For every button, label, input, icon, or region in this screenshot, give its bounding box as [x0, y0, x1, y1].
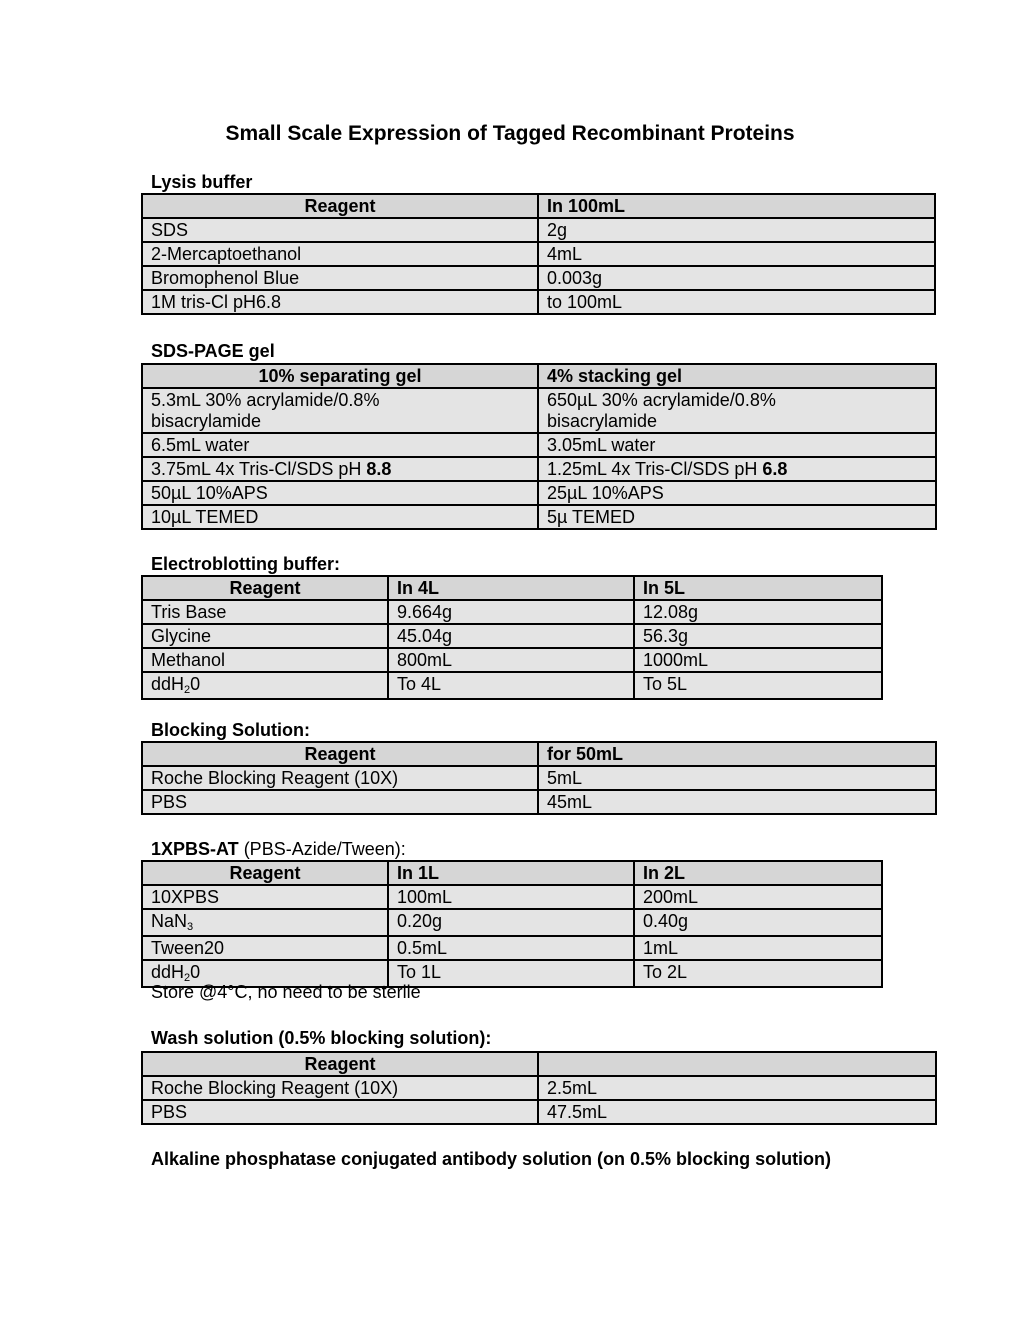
table-cell: PBS — [142, 1100, 538, 1124]
header-cell: In 1L — [388, 861, 634, 885]
alkaline-phosphatase-label: Alkaline phosphatase conjugated antibody solution (on 0.5% blocking solution) — [151, 1149, 832, 1169]
cell-text: 0 — [190, 674, 201, 694]
table-cell — [142, 672, 388, 699]
table-row — [142, 790, 936, 814]
table-cell: To 5L — [634, 672, 882, 699]
table-cell: PBS — [142, 790, 538, 814]
header-cell: 10% separating gel — [142, 364, 538, 388]
cell-text: ddH — [151, 962, 185, 982]
table-cell: 0.003g — [538, 266, 935, 290]
table-row — [142, 766, 936, 790]
table-row — [142, 936, 882, 960]
cell-text: NaN — [151, 911, 188, 931]
cell-text: ddH — [151, 674, 185, 694]
table-cell: 50µL 10%APS — [142, 481, 538, 505]
table-cell: 9.664g — [388, 600, 634, 624]
table-cell: 4mL — [538, 242, 935, 266]
subscript: 2 — [184, 684, 191, 696]
table-cell: 0.40g — [634, 909, 882, 936]
header-cell: In 4L — [388, 576, 634, 600]
table-row — [142, 266, 935, 290]
table-cell: 5.3mL 30% acrylamide/0.8% bisacrylamide — [142, 388, 538, 433]
table-row — [142, 242, 935, 266]
table-row — [142, 624, 882, 648]
table-row — [142, 1076, 936, 1100]
table-cell — [142, 909, 388, 936]
table-cell: 2g — [538, 218, 935, 242]
header-cell: In 5L — [634, 576, 882, 600]
blocking-solution-label: Blocking Solution: — [151, 720, 310, 740]
table-cell: To 2L — [634, 960, 882, 987]
header-cell: for 50mL — [538, 742, 936, 766]
storage-note: Store @4°C, no need to be sterile — [151, 982, 421, 1002]
table-cell: 0.20g — [388, 909, 634, 936]
table-cell: Methanol — [142, 648, 388, 672]
subscript: 2 — [184, 972, 191, 984]
table-row — [142, 648, 882, 672]
table-row — [142, 481, 936, 505]
table-cell: 1mL — [634, 936, 882, 960]
ph-value: 6.8 — [762, 459, 788, 479]
table-cell: 2-Mercaptoethanol — [142, 242, 538, 266]
table-header-row — [142, 861, 882, 885]
header-cell: Reagent — [142, 861, 388, 885]
blocking-solution-table — [141, 741, 937, 815]
table-cell: to 100mL — [538, 290, 935, 314]
wash-solution-table — [141, 1051, 937, 1125]
header-cell: Reagent — [142, 742, 538, 766]
table-row — [142, 457, 936, 481]
header-cell — [538, 1052, 936, 1076]
table-row — [142, 388, 936, 433]
lysis-buffer-table — [141, 193, 936, 315]
table-cell: Tris Base — [142, 600, 388, 624]
pbs-at-table — [141, 860, 883, 988]
cell-text: 0 — [190, 962, 201, 982]
header-cell: Reagent — [142, 576, 388, 600]
table-cell: 6.5mL water — [142, 433, 538, 457]
table-cell: Glycine — [142, 624, 388, 648]
pbs-at-label-normal: (PBS-Azide/Tween): — [238, 839, 406, 859]
table-cell: Roche Blocking Reagent (10X) — [142, 766, 538, 790]
table-cell: Tween20 — [142, 936, 388, 960]
header-cell: Reagent — [142, 1052, 538, 1076]
table-row — [142, 1100, 936, 1124]
table-header-row — [142, 364, 936, 388]
table-header-row — [142, 1052, 936, 1076]
table-cell: 0.5mL — [388, 936, 634, 960]
table-cell: 200mL — [634, 885, 882, 909]
table-cell: 47.5mL — [538, 1100, 936, 1124]
table-cell: 1000mL — [634, 648, 882, 672]
pbs-at-label-bold: 1XPBS-AT — [151, 839, 239, 859]
table-row — [142, 433, 936, 457]
table-row — [142, 505, 936, 529]
ph-value: 8.8 — [366, 459, 392, 479]
table-cell: 25µL 10%APS — [538, 481, 936, 505]
table-row — [142, 909, 882, 936]
subscript: 3 — [187, 921, 194, 933]
table-cell: 3.05mL water — [538, 433, 936, 457]
table-row — [142, 885, 882, 909]
table-cell: To 4L — [388, 672, 634, 699]
sds-page-gel-table — [141, 363, 937, 530]
cell-text: 1.25mL 4x Tris-Cl/SDS pH — [547, 459, 763, 479]
table-header-row — [142, 742, 936, 766]
table-cell — [142, 457, 538, 481]
table-cell: 650µL 30% acrylamide/0.8% bisacrylamide — [538, 388, 936, 433]
page-title: Small Scale Expression of Tagged Recombinant Proteins — [225, 122, 795, 145]
header-cell: In 100mL — [538, 194, 935, 218]
table-cell: 2.5mL — [538, 1076, 936, 1100]
table-cell: 5mL — [538, 766, 936, 790]
table-cell: Roche Blocking Reagent (10X) — [142, 1076, 538, 1100]
table-cell: 10µL TEMED — [142, 505, 538, 529]
table-cell: 45mL — [538, 790, 936, 814]
table-cell: SDS — [142, 218, 538, 242]
table-row — [142, 218, 935, 242]
pbs-at-label — [151, 839, 406, 860]
table-cell — [538, 457, 936, 481]
table-cell: To 1L — [388, 960, 634, 987]
table-row — [142, 672, 882, 699]
table-header-row — [142, 194, 935, 218]
wash-solution-label: Wash solution (0.5% blocking solution): — [151, 1028, 492, 1048]
table-cell: 800mL — [388, 648, 634, 672]
header-cell: 4% stacking gel — [538, 364, 936, 388]
table-cell: 5µ TEMED — [538, 505, 936, 529]
table-cell: 12.08g — [634, 600, 882, 624]
electroblotting-buffer-label: Electroblotting buffer: — [151, 554, 340, 574]
table-cell: 10XPBS — [142, 885, 388, 909]
table-cell: Bromophenol Blue — [142, 266, 538, 290]
table-cell: 1M tris-Cl pH6.8 — [142, 290, 538, 314]
table-cell: 56.3g — [634, 624, 882, 648]
table-row — [142, 290, 935, 314]
header-cell: In 2L — [634, 861, 882, 885]
table-row — [142, 600, 882, 624]
sds-page-gel-label: SDS-PAGE gel — [151, 341, 275, 361]
electroblotting-buffer-table — [141, 575, 883, 700]
table-header-row — [142, 576, 882, 600]
table-cell: 45.04g — [388, 624, 634, 648]
table-cell: 100mL — [388, 885, 634, 909]
header-cell: Reagent — [142, 194, 538, 218]
lysis-buffer-label: Lysis buffer — [151, 172, 253, 192]
cell-text: 3.75mL 4x Tris-Cl/SDS pH — [151, 459, 367, 479]
